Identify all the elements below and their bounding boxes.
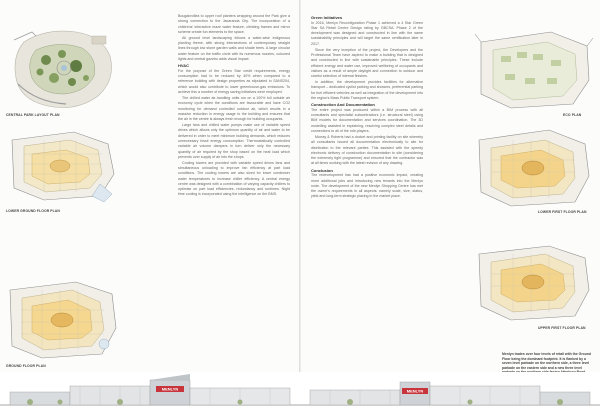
right-page xyxy=(301,0,600,410)
upper-first-floor-plan-label: UPPER FIRST FLOOR PLAN xyxy=(538,326,586,330)
construction-paragraph-2: Murray & Roberts had a docket and printing facility on site whereby all consultants issued all documentation electronically to site for distribution to the relevant parties. This assisted with the speedy electronic delivery of construction documentation to site (considering the extremely tight programme) and ensured that the contractor was at all times working with the latest revision of any drawing. xyxy=(311,134,423,166)
green-paragraph-3: In addition, the development provides facilities for alternative transport – dedicated cyclist parking and showers, preferential parking for fuel efficient vehicles as well as integration of the development into the region's Mass Public Transport system. xyxy=(311,80,423,100)
green-paragraph-2: Since the very inception of the project, the Developers and the Professional Team have aspired to make a building that is designed and constructed in line with sustainable principles. These include efficient energy and water use, improved wellbeing of occupants and visitors as a result of ample daylight and connection to outdoor and careful selection of internal finishes. xyxy=(311,47,423,79)
green-initiatives-heading: Green Initiatives xyxy=(311,15,343,20)
lower-ground-floor-plan xyxy=(4,124,120,206)
intro-paragraph-2: All ground level landscaping follows a water-wise indigenous planting theme, with strong intersections of contemporary straight lines through low stone garden walls and shade trees. A large circular water feature on the traffic circle with its numerous nozzles, coloured lights and central gazebo adds visual impact. xyxy=(178,35,290,61)
central-park-layout-plan xyxy=(6,22,118,114)
eco-plan xyxy=(471,22,595,114)
lower-ground-floor-plan-label: LOWER GROUND FLOOR PLAN xyxy=(6,209,60,213)
elevation-sign-right: MENLYN xyxy=(406,388,424,394)
eco-plan-label: ECO PLAN xyxy=(563,113,582,117)
left-text-column xyxy=(178,14,290,198)
hvac-paragraph-3: Large fans and chilled water pumps make use of variable speed drives which allows only the optimum quantity of air and water to be delivered in order to meet minimum building demands, which reduces unnecessary fossil energy consumption. Thermostatically controlled variable air volume dampers in turn deliver only the necessary quantity of air required by the shop based on the heat load which prevents over supply of air into the shops. xyxy=(178,123,290,159)
conclusion-heading: Conclusion xyxy=(311,167,333,173)
elevation-sign-left: MENLYN xyxy=(161,386,179,392)
central-park-plan-label: CENTRAL PARK LAYOUT PLAN xyxy=(6,113,60,117)
left-page xyxy=(0,0,299,410)
hvac-heading: HVAC xyxy=(178,63,190,69)
lower-first-floor-plan-label: LOWER FIRST FLOOR PLAN xyxy=(538,210,587,214)
building-elevation xyxy=(0,372,600,410)
green-paragraph-1: In 2016, Menlyn Reconfiguration Phase 1 achieved a 4 Star Green Star SA Retail Centre Design rating by GBCSA. Phase 2 of the development was designed and constructed in line with the same sustainability principles and will target the same certification later in 2017. xyxy=(311,20,423,46)
conclusion-paragraph: The redevelopment has had a positive economic impact, creating more additional jobs and introducing new tenants into the Menlyn node. The development of the new Menlyn Shopping Centre has met the owner's requirements in all aspects: namely scale, size, status, yield and long-term strategic placing in the market place. xyxy=(311,173,423,199)
hvac-paragraph-4: Cooling towers are provided with variable speed drives fans and simultaneous unloading to improve fan efficiency at part load conditions. The cooling towers are also sized for lower condenser water temperatures to increase chiller efficiency. A central energy centre was designed with a combination of varying capacity chillers to optimise on part load efficiencies, redundancy and runtimes. Night time cooling is incorporated using the intelligence on the BMS. xyxy=(178,160,290,197)
lower-first-floor-plan xyxy=(471,124,595,208)
upper-first-floor-plan xyxy=(471,240,595,324)
construction-paragraph-1: The entire project was produced within a BIM process with all consultants and specialist subcontractors (i.e. structural steel) using BIM models for documentation and services coordination. The 3D modelling assisted in explaining, resolving complex steel details and connections to all of the role-players. xyxy=(311,107,423,134)
ground-floor-plan xyxy=(4,276,120,362)
figure-caption: Menlyn trades over four levels of retail with the Ground Floor being the dominant footprint. It is flanked by a seven level parkade on the northern side, a three level parkade on the eastern side and a new three level xyxy=(502,352,591,370)
right-text-column xyxy=(311,14,423,200)
intro-paragraph-1: Bougainvillea to upper roof planters wrapping around the Park give a strong connection to the Jacaranda City. The incorporation of a childrens' interactive maze water feature, climbing frames and mirror scheme create fun elements to the space. xyxy=(178,14,290,34)
ground-floor-plan-label: GROUND FLOOR PLAN xyxy=(6,364,46,368)
hvac-paragraph-2: The chilled water air-handling units run on a 100% full outside air economy cycle when the conditions are favourable and have CO2 monitoring for demand controlled outdoor air, which results in a massive reduction in energy usage to the building and ensures that the air in the centre is always fresh enough for building occupants. xyxy=(178,95,290,122)
construction-heading: Construction And Documentation xyxy=(311,102,375,108)
hvac-paragraph-1: For the purpose of the Green Star credit requirements, energy consumption had to be reduced by 40% when compared to a reference building with design properties as stipulated in SANS204, which would also contribute to lower greenhouse-gas emissions. To achieve this a number of energy saving initiatives were employed. xyxy=(178,68,290,95)
